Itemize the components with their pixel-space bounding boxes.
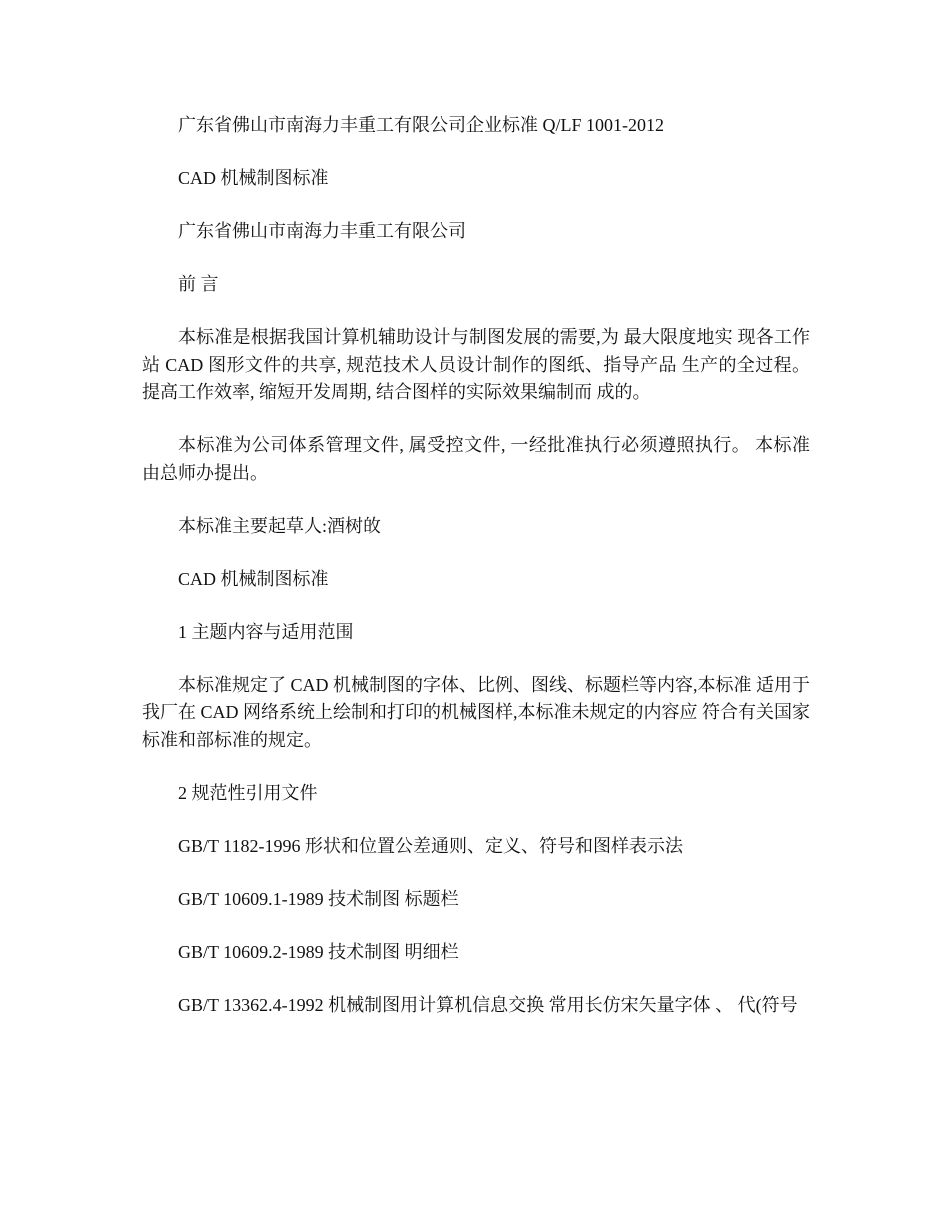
standard-title-repeat: CAD 机械制图标准	[178, 568, 329, 589]
company-standard-header: 广东省佛山市南海力丰重工有限公司企业标准 Q/LF 1001-2012	[178, 115, 664, 135]
drafter-line: 本标准主要起草人:酒树敀	[178, 515, 381, 536]
section-1-paragraph: 本标准规定了 CAD 机械制图的字体、比例、图线、标题栏等内容,本标准 适用于我厂在 CAD 网络系统上绘制和打印的机械图样,本标准未规定的内容应 符合有关国家标准和部标准的规定。	[142, 674, 811, 750]
reference-item: GB/T 10609.1-1989 技术制图 标题栏	[178, 888, 459, 909]
management-paragraph: 本标准为公司体系管理文件, 属受控文件, 一经批准执行必须遵照执行。 本标准由总师办提出。	[142, 435, 810, 483]
foreword-heading: 前 言	[178, 274, 219, 294]
section-2-heading: 2 规范性引用文件	[178, 782, 318, 803]
document-title: CAD 机械制图标准	[178, 168, 329, 188]
reference-item: GB/T 10609.2-1989 技术制图 明细栏	[178, 941, 459, 962]
reference-item: GB/T 13362.4-1992 机械制图用计算机信息交换 常用长仿宋矢量字体 、 代(符号	[178, 994, 798, 1015]
foreword-paragraph: 本标准是根据我国计算机辅助设计与制图发展的需要,为 最大限度地实 现各工作站 CAD 图形文件的共享, 规范技术人员设计制作的图纸、指导产品 生产的全过程。 提高工作效率, 缩短开发周期, 结合图样的实际效果编制而 成的。	[142, 327, 810, 402]
company-name: 广东省佛山市南海力丰重工有限公司	[178, 221, 466, 241]
document-body	[142, 112, 810, 1045]
reference-item: GB/T 1182-1996 形状和位置公差通则、定义、符号和图样表示法	[178, 835, 683, 856]
section-1-heading: 1 主题内容与适用范围	[178, 621, 354, 642]
